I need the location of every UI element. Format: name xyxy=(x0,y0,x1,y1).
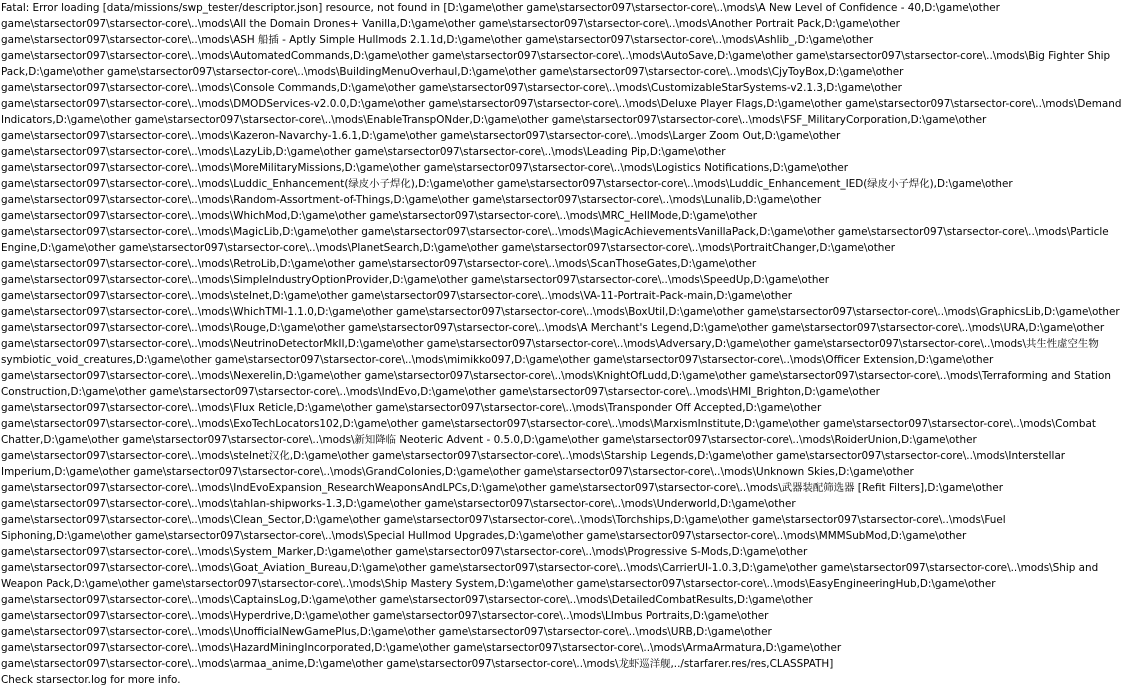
error-message-line: game\starsector097\starsector-core\..\mods\HazardMiningIncorporated,D:\game\other game\starsector097\starsector-core\..\mods\ArmaArmatura,D:\game\other xyxy=(1,642,842,654)
error-message-line: game\starsector097\starsector-core\..\mods\Nexerelin,D:\game\other game\starsector097\starsector-core\..\mods\KnightOfLudd,D:\game\other game\starsector097\starsector-core\..\mods\Terraforming and Station xyxy=(1,370,1111,382)
error-message-line: game\starsector097\starsector-core\..\mods\tahlan-shipworks-1.3,D:\game\other game\starsector097\starsector-core\..\mods\Underworld,D:\game\other xyxy=(1,498,796,510)
error-message-line: Imperium,D:\game\other game\starsector097\starsector-core\..\mods\GrandColonies,D:\game\other game\starsector097\starsector-core\..\mods\Unknown Skies,D:\game\other xyxy=(1,466,914,478)
error-message-line: game\starsector097\starsector-core\..\mods\IndEvoExpansion_ResearchWeaponsAndLPCs,D:\game\other game\starsector097\starsector-core\..\mods\武器装配筛选器 [Refit Filters],D:\game\other xyxy=(1,482,1004,494)
error-message-line: Construction,D:\game\other game\starsector097\starsector-core\..\mods\IndEvo,D:\game\other game\starsector097\starsector-core\..\mods\HMI_Brighton,D:\game\other xyxy=(1,386,880,398)
error-message-line: Pack,D:\game\other game\starsector097\starsector-core\..\mods\BuildingMenuOverhaul,D:\game\other game\starsector097\starsector-core\..\mods\CjyToyBox,D:\game\other xyxy=(1,66,904,78)
error-message-line: game\starsector097\starsector-core\..\mods\System_Marker,D:\game\other game\starsector097\starsector-core\..\mods\Progressive S-Mods,D:\game\other xyxy=(1,546,808,558)
error-message-line: game\starsector097\starsector-core\..\mods\MagicLib,D:\game\other game\starsector097\starsector-core\..\mods\MagicAchievementsVanillaPack,D:\game\other game\starsector097\starsector-core\..\mods\Particle xyxy=(1,226,1109,238)
error-message-line: game\starsector097\starsector-core\..\mods\All the Domain Drones+ Vanilla,D:\game\other game\starsector097\starsector-core\..\mods\Another Portrait Pack,D:\game\other xyxy=(1,18,900,30)
error-message-line: game\starsector097\starsector-core\..\mods\Flux Reticle,D:\game\other game\starsector097\starsector-core\..\mods\Transponder Off Accepted,D:\game\other xyxy=(1,402,822,414)
error-message-line: game\starsector097\starsector-core\..\mods\AutomatedCommands,D:\game\other game\starsector097\starsector-core\..\mods\AutoSave,D:\game\other game\starsector097\starsector-core\..\mods\Big Fighter Ship xyxy=(1,50,1111,62)
error-message-line: game\starsector097\starsector-core\..\mods\armaa_anime,D:\game\other game\starsector097\starsector-core\..\mods\龙虾巡洋舰,../starfarer.res/res,CLASSPATH] xyxy=(1,658,834,670)
error-message-line: game\starsector097\starsector-core\..\mods\Luddic_Enhancement(绿皮小子焊化),D:\game\other game\starsector097\starsector-core\..\mods\Luddic_Enhancement_IED(绿皮小子焊化),D:\game\other xyxy=(1,178,1013,190)
error-message xyxy=(1,0,1143,688)
error-message-line: game\starsector097\starsector-core\..\mods\WhichTMI-1.1.0,D:\game\other game\starsector097\starsector-core\..\mods\BoxUtil,D:\game\other game\starsector097\starsector-core\..\mods\GraphicsLib,D:\game\other xyxy=(1,306,1120,318)
error-message-line: Fatal: Error loading [data/missions/swp_tester/descriptor.json] resource, not found in [D:\game\other game\starsector097\starsector-core\..\mods\A New Level of Confidence - 40,D:\game\other xyxy=(1,2,1000,14)
error-message-line: game\starsector097\starsector-core\..\mods\WhichMod,D:\game\other game\starsector097\starsector-core\..\mods\MRC_HellMode,D:\game\other xyxy=(1,210,757,222)
error-message-line: game\starsector097\starsector-core\..\mods\ASH 船插 - Aptly Simple Hullmods 2.1.1d,D:\game\other game\starsector097\starsector-core\..\mods\Ashlib_,D:\game\other xyxy=(1,34,874,46)
error-message-line: game\starsector097\starsector-core\..\mods\Hyperdrive,D:\game\other game\starsector097\starsector-core\..\mods\LImbus Portraits,D:\game\other xyxy=(1,610,769,622)
error-message-line: game\starsector097\starsector-core\..\mods\Random-Assortment-of-Things,D:\game\other game\starsector097\starsector-core\..\mods\Lunalib,D:\game\other xyxy=(1,194,822,206)
error-message-line: game\starsector097\starsector-core\..\mods\MoreMilitaryMissions,D:\game\other game\starsector097\starsector-core\..\mods\Logistics Notifications,D:\game\other xyxy=(1,162,849,174)
error-message-line: game\starsector097\starsector-core\..\mods\Console Commands,D:\game\other game\starsector097\starsector-core\..\mods\CustomizableStarSystems-v2.1.3,D:\game\other xyxy=(1,82,902,94)
error-message-line: game\starsector097\starsector-core\..\mods\ExoTechLocators102,D:\game\other game\starsector097\starsector-core\..\mods\MarxismInstitute,D:\game\other game\starsector097\starsector-core\..\mods\Combat xyxy=(1,418,1096,430)
error-message-line: game\starsector097\starsector-core\..\mods\Kazeron-Navarchy-1.6.1,D:\game\other game\starsector097\starsector-core\..\mods\Larger Zoom Out,D:\game\other xyxy=(1,130,841,142)
error-message-line: symbiotic_void_creatures,D:\game\other game\starsector097\starsector-core\..\mods\mimikko097,D:\game\other game\starsector097\starsector-core\..\mods\Officer Extension,D:\game\other xyxy=(1,354,994,366)
error-message-line: Chatter,D:\game\other game\starsector097\starsector-core\..\mods\新知降临 Neoteric Advent - 0.5.0,D:\game\other game\starsector097\starsector-core\..\mods\RoiderUnion,D:\game\other xyxy=(1,434,977,446)
error-message-line: game\starsector097\starsector-core\..\mods\UnofficialNewGamePlus,D:\game\other game\starsector097\starsector-core\..\mods\URB,D:\game\other xyxy=(1,626,772,638)
error-message-line: game\starsector097\starsector-core\..\mods\stelnet,D:\game\other game\starsector097\starsector-core\..\mods\VA-11-Portrait-Pack-main,D:\game\other xyxy=(1,290,793,302)
error-message-line: game\starsector097\starsector-core\..\mods\NeutrinoDetectorMkII,D:\game\other game\starsector097\starsector-core\..\mods\Adversary,D:\game\other game\starsector097\starsector-core\..\mods\共生性虚空生物 xyxy=(1,338,1099,350)
error-message-line: game\starsector097\starsector-core\..\mods\SimpleIndustryOptionProvider,D:\game\other game\starsector097\starsector-core\..\mods\SpeedUp,D:\game\other xyxy=(1,274,830,286)
error-message-line: game\starsector097\starsector-core\..\mods\RetroLib,D:\game\other game\starsector097\starsector-core\..\mods\ScanThoseGates,D:\game\other xyxy=(1,258,757,270)
error-message-line: game\starsector097\starsector-core\..\mods\stelnet汉化,D:\game\other game\starsector097\starsector-core\..\mods\Starship Legends,D:\game\other game\starsector097\starsector-core\..\mods\Interstellar xyxy=(1,450,1066,462)
error-message-line: game\starsector097\starsector-core\..\mods\Rouge,D:\game\other game\starsector097\starsector-core\..\mods\A Merchant's Legend,D:\game\other game\starsector097\starsector-core\..\mods\URA,D:\game\other xyxy=(1,322,1105,334)
error-message-line: Siphoning,D:\game\other game\starsector097\starsector-core\..\mods\Special Hullmod Upgrades,D:\game\other game\starsector097\starsector-core\..\mods\MMMSubMod,D:\game\other xyxy=(1,530,967,542)
error-message-line: game\starsector097\starsector-core\..\mods\DMODServices-v2.0.0,D:\game\other game\starsector097\starsector-core\..\mods\Deluxe Player Flags,D:\game\other game\starsector097\starsector-core\..\mods\Demand xyxy=(1,98,1122,110)
error-message-line: Engine,D:\game\other game\starsector097\starsector-core\..\mods\PlanetSearch,D:\game\other game\starsector097\starsector-core\..\mods\PortraitChanger,D:\game\other xyxy=(1,242,896,254)
error-message-line: Weapon Pack,D:\game\other game\starsector097\starsector-core\..\mods\Ship Mastery System,D:\game\other game\starsector097\starsector-core\..\mods\EasyEngineeringHub,D:\game\other xyxy=(1,578,996,590)
error-message-line: game\starsector097\starsector-core\..\mods\Clean_Sector,D:\game\other game\starsector097\starsector-core\..\mods\Torchships,D:\game\other game\starsector097\starsector-core\..\mods\Fuel xyxy=(1,514,1006,526)
error-message-line: game\starsector097\starsector-core\..\mods\CaptainsLog,D:\game\other game\starsector097\starsector-core\..\mods\DetailedCombatResults,D:\game\other xyxy=(1,594,813,606)
error-message-line: game\starsector097\starsector-core\..\mods\LazyLib,D:\game\other game\starsector097\starsector-core\..\mods\Leading Pip,D:\game\other xyxy=(1,146,726,158)
error-message-line: Check starsector.log for more info. xyxy=(1,674,181,686)
error-message-line: Indicators,D:\game\other game\starsector097\starsector-core\..\mods\EnableTranspONder,D:\game\other game\starsector097\starsector-core\..\mods\FSF_MilitaryCorporation,D:\game\other xyxy=(1,114,987,126)
error-message-line: game\starsector097\starsector-core\..\mods\Goat_Aviation_Bureau,D:\game\other game\starsector097\starsector-core\..\mods\CarrierUI-1.0.3,D:\game\other game\starsector097\starsector-core\..\mods\Ship and xyxy=(1,562,1099,574)
